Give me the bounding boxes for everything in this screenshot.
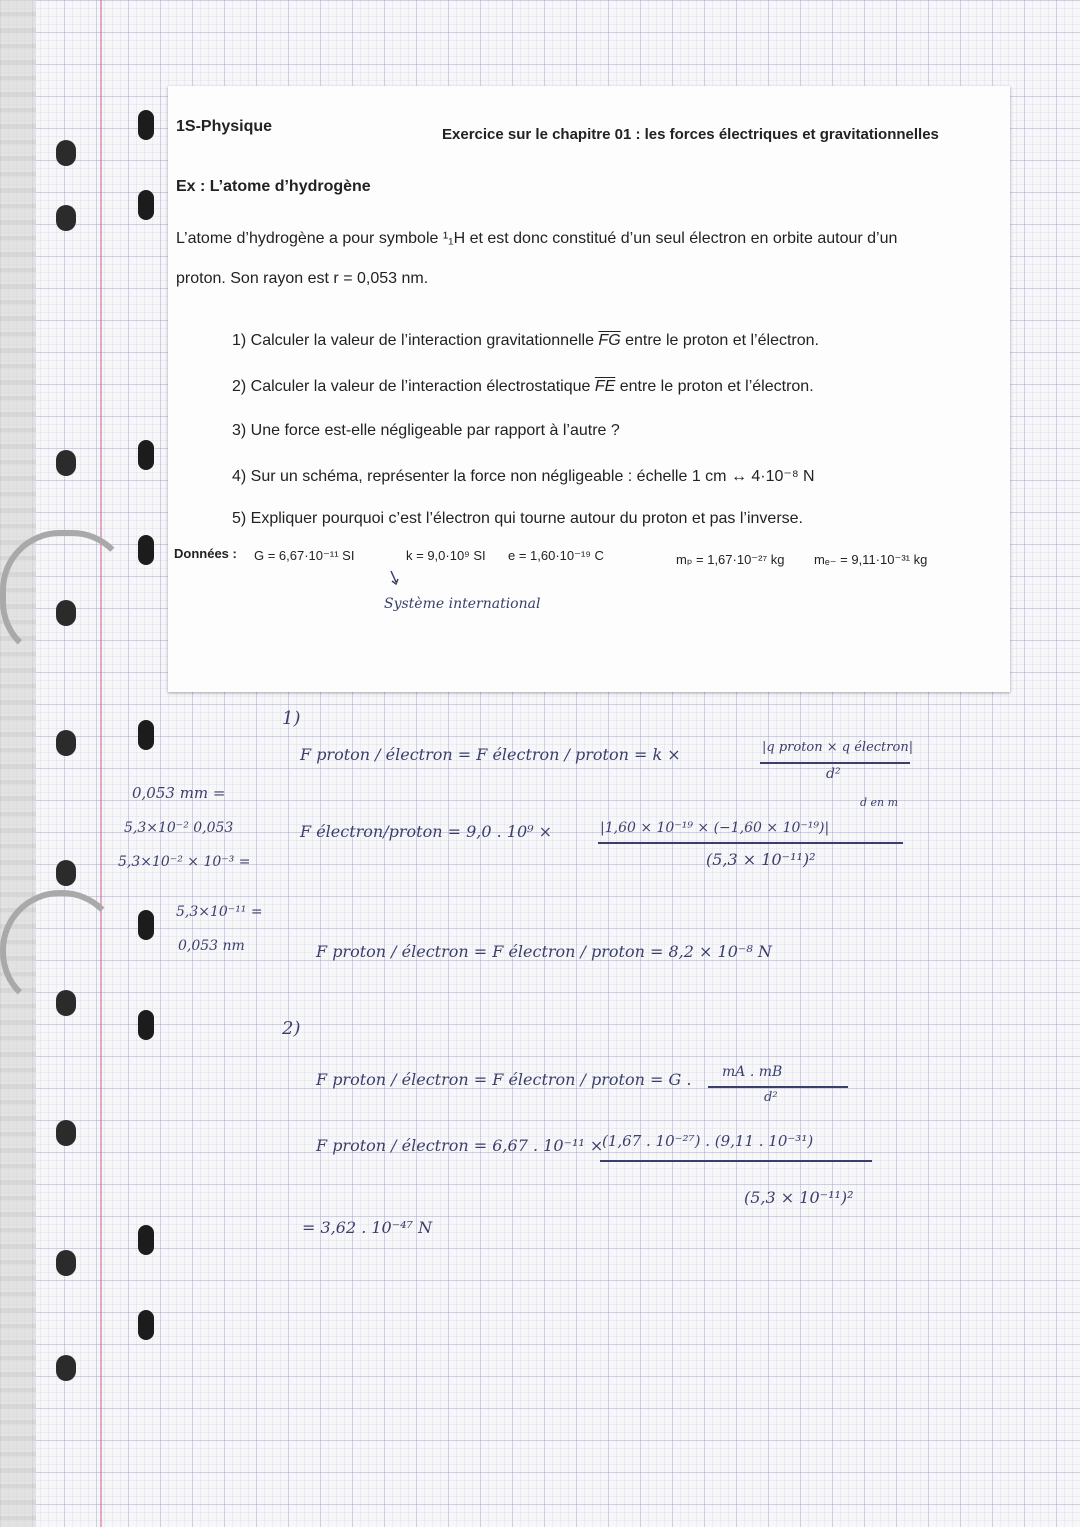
side-calc-5: 0,053 nm (178, 938, 245, 954)
data-g: G = 6,67·10⁻¹¹ SI (254, 548, 355, 563)
side-calc-4: 5,3×10⁻¹¹ = (176, 904, 263, 920)
equation-5: F proton / électron = 6,67 . 10⁻¹¹ × (316, 1136, 604, 1155)
force-vector-fg: $\overline{FG}$ (598, 332, 621, 349)
equation-1: F proton / électron = F électron / proton = k × (300, 745, 681, 764)
intro-line-2: proton. Son rayon est r = 0,053 nm. (176, 270, 429, 287)
exercise-sheet (168, 86, 1010, 692)
data-e: e = 1,60·10⁻¹⁹ C (508, 548, 604, 563)
sheet-clip (138, 1310, 154, 1340)
punch-hole (56, 205, 76, 231)
sheet-clip (138, 440, 154, 470)
equation-1-denominator: d² (826, 766, 841, 782)
punch-hole (56, 1250, 76, 1276)
class-title: 1S-Physique (176, 118, 273, 135)
punch-hole (56, 450, 76, 476)
data-me: mₑ₋ = 9,11·10⁻³¹ kg (814, 552, 928, 567)
punch-hole (56, 140, 76, 166)
question-1: 1) Calculer la valeur de l’interaction gravitationnelle $\overline{FG}$ entre le proton et l’électron. (232, 332, 819, 349)
fraction-bar (708, 1086, 848, 1088)
equation-1-numerator: |q proton × q électron| (762, 740, 914, 755)
arrow-down-icon (388, 570, 402, 588)
sheet-clip (138, 535, 154, 565)
side-calc-3: 5,3×10⁻² × 10⁻³ = (118, 854, 251, 870)
punch-hole (56, 860, 76, 886)
binder-ring (0, 890, 122, 1012)
equation-4-numerator: mA . mB (722, 1064, 783, 1080)
sheet-clip (138, 190, 154, 220)
question-2: 2) Calculer la valeur de l’interaction électrostatique $\overline{FE}$ entre le proton et l’électron. (232, 378, 814, 395)
sheet-clip (138, 910, 154, 940)
sheet-clip (138, 1225, 154, 1255)
side-calc-2: 5,3×10⁻² 0,053 (124, 820, 234, 836)
equation-5-numerator: (1,67 . 10⁻²⁷) . (9,11 . 10⁻³¹) (602, 1132, 814, 1150)
equation-2-numerator: |1,60 × 10⁻¹⁹ × (−1,60 × 10⁻¹⁹)| (600, 820, 830, 836)
part-2-number: 2) (282, 1018, 301, 1039)
si-note: Système international (384, 596, 541, 612)
fraction-bar (598, 842, 903, 844)
question-4: 4) Sur un schéma, représenter la force non négligeable : échelle 1 cm ↔ 4·10⁻⁸ N (232, 468, 815, 485)
punch-hole (56, 1355, 76, 1381)
sheet-clip (138, 720, 154, 750)
fraction-bar (600, 1160, 872, 1162)
punch-hole (56, 1120, 76, 1146)
intro-line-1: L’atome d’hydrogène a pour symbole ¹₁H et est donc constitué d’un seul électron en orbite autour d’un (176, 230, 898, 247)
exercise-title: Ex : L’atome d’hydrogène (176, 178, 371, 195)
data-k: k = 9,0·10⁹ SI (406, 548, 486, 563)
punch-hole (56, 730, 76, 756)
question-5: 5) Expliquer pourquoi c’est l’électron qui tourne autour du proton et pas l’inverse. (232, 510, 803, 527)
margin-line (100, 0, 102, 1527)
sheet-clip (138, 110, 154, 140)
equation-3-result: F proton / électron = F électron / proton = 8,2 × 10⁻⁸ N (316, 942, 772, 961)
side-calc-1: 0,053 mm = (132, 784, 226, 802)
data-label: Données : (174, 546, 237, 561)
question-3: 3) Une force est-elle négligeable par rapport à l’autre ? (232, 422, 620, 439)
fraction-bar (760, 762, 910, 764)
equation-2: F électron/proton = 9,0 . 10⁹ × (300, 822, 553, 841)
sheet-clip (138, 1010, 154, 1040)
binder-strip (0, 0, 36, 1527)
equation-2-denominator: (5,3 × 10⁻¹¹)² (706, 850, 816, 869)
binder-ring (0, 530, 132, 662)
equation-4: F proton / électron = F électron / proton = G . (316, 1070, 692, 1089)
chapter-title: Exercice sur le chapitre 01 : les forces électriques et gravitationnelles (442, 126, 939, 143)
equation-5-denominator: (5,3 × 10⁻¹¹)² (744, 1188, 854, 1207)
equation-6-result: = 3,62 . 10⁻⁴⁷ N (302, 1218, 433, 1237)
force-vector-fe: $\overline{FE}$ (594, 378, 616, 395)
equation-4-denominator: d² (764, 1090, 778, 1105)
data-mp: mₚ = 1,67·10⁻²⁷ kg (676, 552, 785, 567)
unit-note: d en m (860, 796, 899, 809)
part-1-number: 1) (282, 708, 301, 729)
